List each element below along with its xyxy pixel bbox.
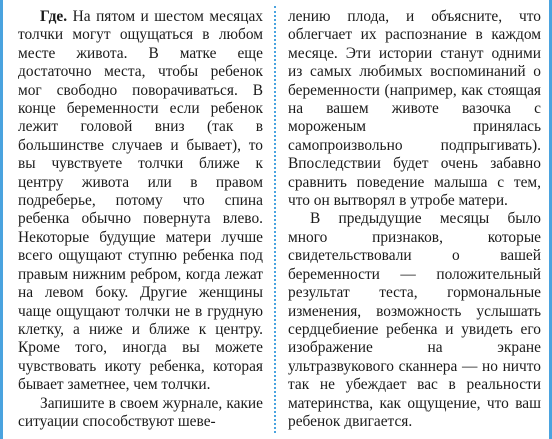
paragraph-where [18, 8, 263, 395]
column-divider [274, 6, 276, 433]
right-column [288, 8, 541, 431]
paragraph-previous-months: В предыдущие месяцы было много признаков, которые свидетельствовали о вашей беременности — положительный результат теста, гормональные изменения, возможность услышать сердцебиение ребенка и увидеть его изображение на экране ультразвукового сканнера — но ничто так не убеждает вас в реальности материнства, как ощущение, что ваш ребенок двигается. [288, 210, 541, 430]
left-column [18, 8, 263, 431]
paragraph-continuation: лению плода, и объясните, что облегчает их распознание в каждом месяце. Эти истории станут одними из самых любимых воспоминаний о беременности (например, как стоящая на вашем животе вазочка с мороженым принялась самопроизвольно подпрыгивать). Впоследствии будет очень забавно сравнить поведение малыша с тем, что он вытворял в утробе матери. [288, 8, 541, 210]
paragraph-journal: Запишите в своем журнале, какие ситуации способствуют шеве- [18, 394, 263, 430]
lead-word: Где. [40, 8, 68, 25]
paragraph-where-text: На пятом и шестом месяцах толчки могут ощущаться в любом месте живота. В матке еще достаточно места, чтобы ребенок мог свободно поворачиваться. В конце беременности если ребенок лежит головой вниз (так в большинстве случаев и бывает), то вы чувствуете толчки ближе к центру живота или в правом подреберье, потому что спина ребенка обычно повернута влево. Некоторые будущие матери лучше всего ощущают ступню ребенка под правым нижним ребром, когда лежат на левом боку. Другие женщины чаще ощущают толчки не в грудную клетку, а ниже и ближе к центру. Кроме того, иногда вы можете чувствовать икоту ребенка, которая бывает заметнее, чем толчки. [18, 8, 263, 394]
